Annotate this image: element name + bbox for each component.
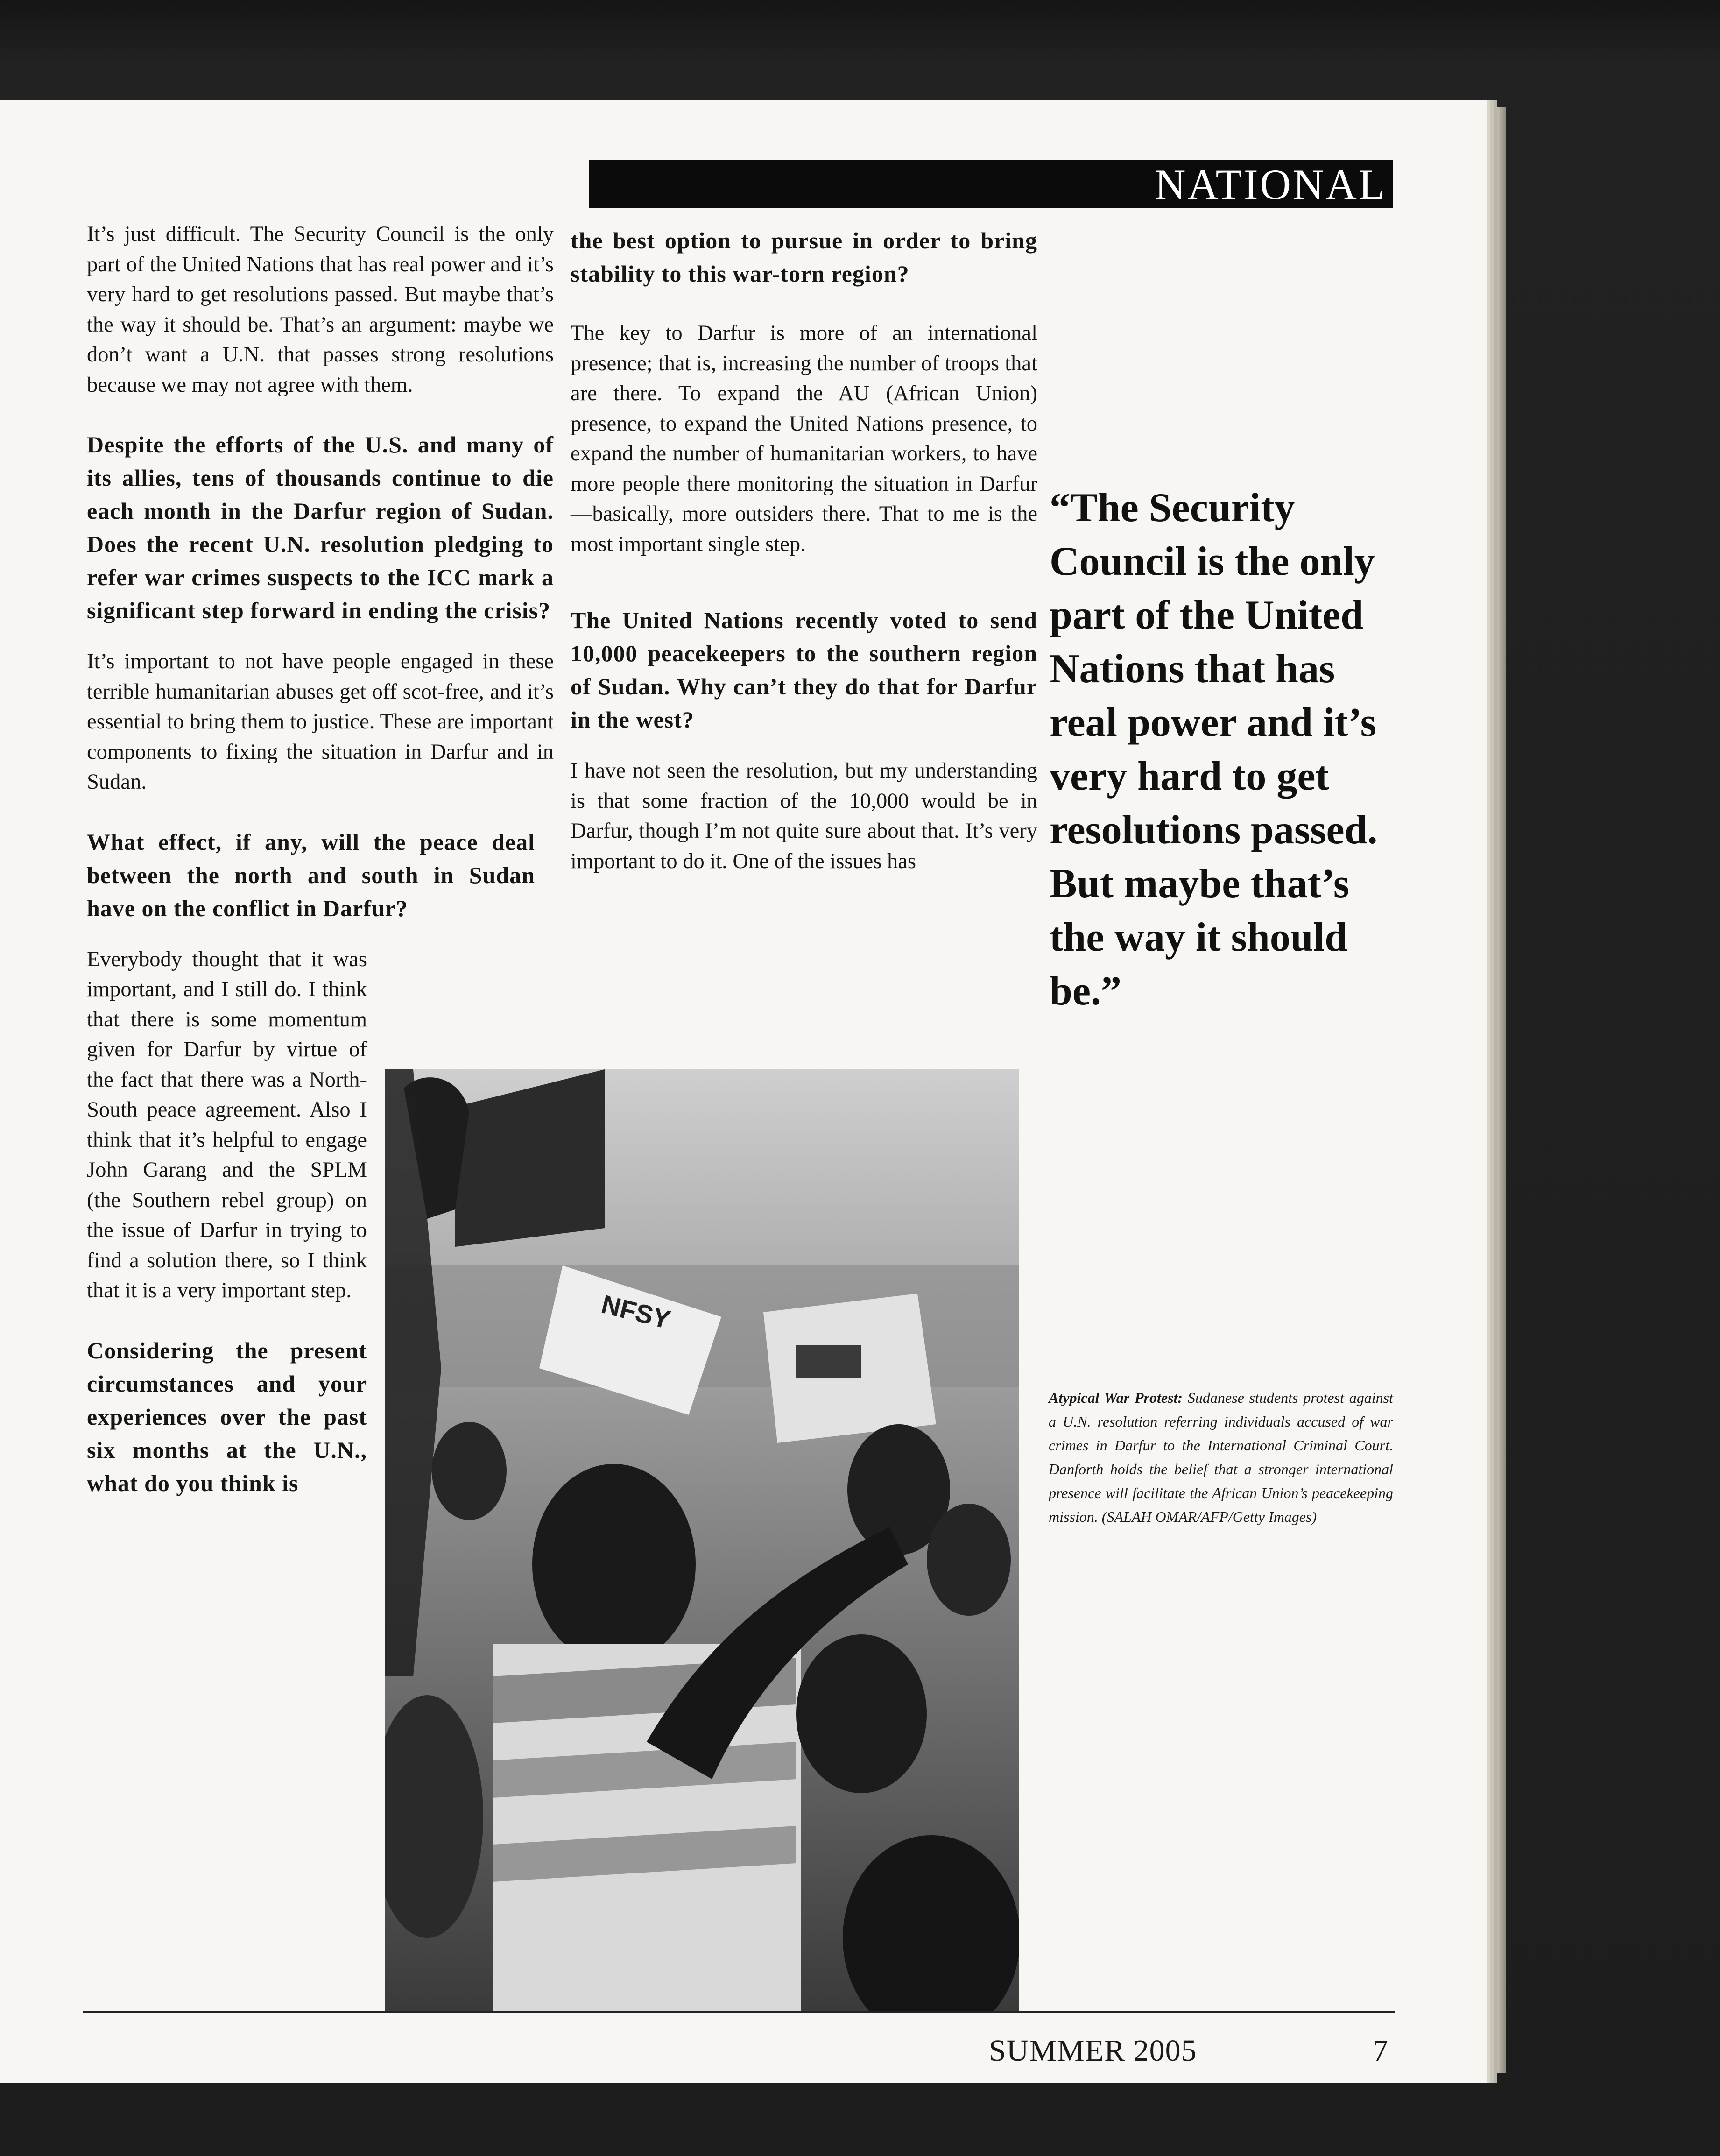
section-header-bar [589, 160, 1393, 208]
pull-quote: “The Security Council is the only part of the United Nations that has real power and it’s very hard to get resolutions passed. But maybe that’s the way it should be.” [1050, 485, 1378, 1014]
photo-caption [1049, 1386, 1393, 1529]
page-stack-edge [1487, 107, 1506, 2073]
column-2 [571, 224, 1037, 905]
caption-text: Sudanese students protest against a U.N. resolution referring individuals accused of war crimes in Darfur to the International Criminal Court. Danforth holds the belief that a stronger international presence will facilitate the African Union’s peacekeeping mission. (SALAH OMAR/AFP/Getty Images) [1049, 1389, 1394, 1525]
interview-question: Despite the efforts of the U.S. and many of its allies, tens of thousands continue to die each month in the Darfur region of Sudan. Does the recent U.N. resolution pledging to refer war crimes suspects to the ICC mark a significant step forward in ending the crisis? [87, 431, 554, 623]
issue-label: SUMMER 2005 [989, 2034, 1197, 2068]
protest-sign-text: NFSY [599, 1289, 674, 1335]
answer-paragraph: It’s just difficult. The Security Council is the only part of the United Nations that has real power and it’s very hard to get resolutions passed. But maybe that’s the way it should be. That’s an argument: maybe we don’t want a U.N. that passes strong resolutions because we may not agree with them. [87, 222, 554, 397]
interview-question: What effect, if any, will the peace deal between the north and south in Sudan have on the conflict in Darfur? [87, 828, 535, 921]
footer-rule [83, 2011, 1395, 2013]
answer-paragraph: It’s important to not have people engaged in these terrible humanitarian abuses get off scot-free, and it’s essential to bring them to justice. These are important components to fixing the situation in Darfur and in Sudan. [87, 650, 554, 794]
page-number: 7 [1373, 2034, 1388, 2068]
answer-paragraph: I have not seen the resolution, but my understanding is that some fraction of the 10,000 would be in Darfur, though I’m not quite sure about that. It’s very important to do it. One of the issues has [571, 759, 1037, 873]
interview-question: Considering the present circumstances and your experiences over the past six months at the U.N., what do you think is [87, 1337, 367, 1496]
interview-question: The United Nations recently voted to send 10,000 peacekeepers to the southern region of Sudan. Why can’t they do that for Darfur in the west? [571, 607, 1037, 733]
caption-title: Atypical War Protest: [1049, 1389, 1183, 1406]
answer-paragraph: Everybody thought that it was important, and I still do. I think that there is some momentum given for Darfur by virtue of the fact that there was a North-South peace agreement. Also I think that it’s helpful to engage John Garang and the SPLM (the Southern rebel group) on the issue of Darfur in trying to find a solution there, so I think that it is a very important step. [87, 947, 367, 1302]
protest-photo [385, 1069, 1019, 2013]
protest-photo-illustration [385, 1069, 1019, 2013]
interview-question-continued: the best option to pursue in order to bring stability to this war-torn region? [571, 227, 1037, 287]
answer-paragraph: The key to Darfur is more of an international presence; that is, increasing the number of troops that are there. To expand the AU (African Union) presence, to expand the United Nations presence, to expand the number of humanitarian workers, to have more people there monitoring the situation in Darfur—basically, more outsiders there. That to me is the most important single step. [571, 321, 1037, 556]
section-label: NATIONAL [1154, 161, 1387, 208]
